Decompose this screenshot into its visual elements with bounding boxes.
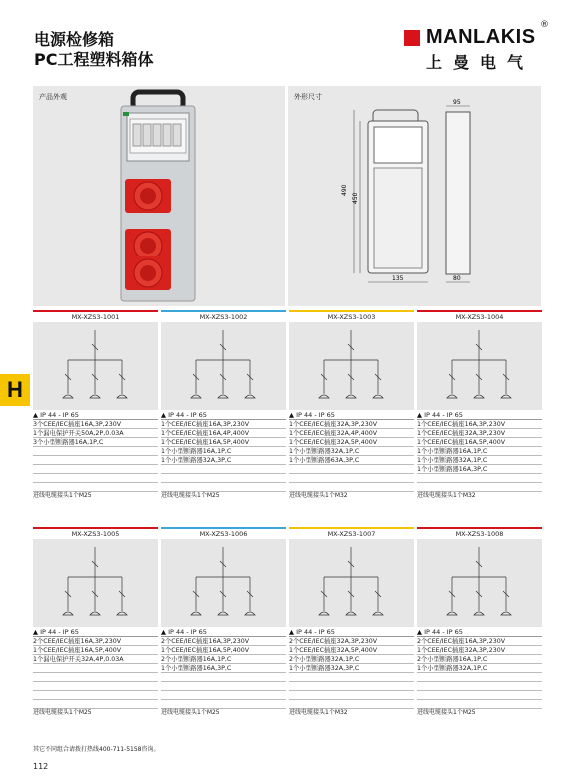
warning-triangle-icon: ▲ [289, 411, 297, 419]
ip-rating-text: IP 44 - IP 65 [40, 411, 79, 419]
spec-line: 1个CEE/IEC插座32A,5P,400V [289, 646, 414, 655]
ip-rating [161, 627, 286, 637]
spec-line: 2个小型断路器16A,1P,C [161, 655, 286, 664]
spec-line [417, 474, 542, 483]
ip-rating-text: IP 44 - IP 65 [168, 411, 207, 419]
spec-line: 2个CEE/IEC插座16A,3P,230V [161, 637, 286, 646]
spec-line: 1个漏电保护开关32A,4P,0.03A [33, 655, 158, 664]
product-card [161, 310, 286, 501]
spec-line: 1个小型断路器32A,1P,C [417, 664, 542, 673]
spec-line [33, 483, 158, 492]
spec-line: 1个小型断路器32A,1P,C [417, 456, 542, 465]
footnote: 其它不同组合请拨打热线400-711-5158咨询。 [33, 746, 160, 753]
schematic [33, 539, 158, 627]
spec-line: 1个CEE/IEC插座16A,5P,400V [161, 438, 286, 447]
product-card [289, 310, 414, 501]
dim-width-bottom: 135 [392, 275, 404, 282]
section-tab: H [0, 374, 30, 406]
spec-line [33, 682, 158, 691]
ip-rating [161, 410, 286, 420]
spec-line [33, 700, 158, 709]
spec-line [33, 664, 158, 673]
ip-rating [289, 410, 414, 420]
spec-line [33, 456, 158, 465]
spec-line [289, 483, 414, 492]
page-number: 112 [33, 762, 49, 771]
wiring-diagram [289, 539, 414, 627]
cable-gland-note: 进线电缆接头1个M32 [417, 492, 476, 499]
ip-rating [289, 627, 414, 637]
spec-line: 1个CEE/IEC插座32A,3P,230V [289, 420, 414, 429]
spec-line: 2个CEE/IEC插座16A,3P,230V [33, 637, 158, 646]
spec-line [33, 691, 158, 700]
cable-gland-note: 进线电缆接头1个M32 [289, 709, 348, 716]
spec-line [289, 673, 414, 682]
product-card [161, 527, 286, 718]
wiring-diagram [33, 539, 158, 627]
spec-line: 1个小型断路器32A,1P,C [289, 447, 414, 456]
wiring-diagram [161, 539, 286, 627]
product-card [289, 527, 414, 718]
warning-triangle-icon: ▲ [417, 411, 425, 419]
spec-line: 1个小型断路器63A,3P,C [289, 456, 414, 465]
product-appearance-panel [33, 86, 285, 306]
spec-line [161, 474, 286, 483]
title-line-1: 电源检修箱 [34, 30, 115, 49]
ip-rating-text: IP 44 - IP 65 [296, 411, 335, 419]
spec-line: 1个小型断路器16A,1P,C [417, 447, 542, 456]
spec-line [289, 691, 414, 700]
spec-line: 3个小型断路器16A,1P,C [33, 438, 158, 447]
spec-line [289, 474, 414, 483]
spec-line [161, 691, 286, 700]
spec-line: 1个CEE/IEC插座16A,3P,230V [161, 420, 286, 429]
spec-line [161, 700, 286, 709]
ip-rating-text: IP 44 - IP 65 [424, 411, 463, 419]
model-number: MX-XZS3-1008 [417, 527, 542, 539]
ip-rating [417, 410, 542, 420]
brand-square-icon [404, 30, 420, 46]
model-number: MX-XZS3-1005 [33, 527, 158, 539]
spec-line [289, 700, 414, 709]
cable-gland-note: 进线电缆接头1个M25 [161, 709, 220, 716]
ip-rating-text: IP 44 - IP 65 [296, 628, 335, 636]
dimensions-panel [288, 86, 541, 306]
spec-line: 1个CEE/IEC插座32A,5P,400V [289, 438, 414, 447]
ip-rating [417, 627, 542, 637]
ip-rating [33, 410, 158, 420]
ip-rating-text: IP 44 - IP 65 [424, 628, 463, 636]
spec-line: 1个小型断路器16A,3P,C [161, 664, 286, 673]
cable-gland-note: 进线电缆接头1个M25 [161, 492, 220, 499]
ip-rating-text: IP 44 - IP 65 [40, 628, 79, 636]
dim-height-b: 450 [352, 192, 359, 204]
spec-line: 1个小型断路器16A,1P,C [161, 447, 286, 456]
ip-rating [33, 627, 158, 637]
spec-line [289, 465, 414, 474]
spec-line: 1个CEE/IEC插座16A,5P,400V [161, 646, 286, 655]
spec-line [417, 691, 542, 700]
spec-line: 2个CEE/IEC插座16A,3P,230V [417, 637, 542, 646]
spec-line: 1个CEE/IEC插座16A,4P,400V [161, 429, 286, 438]
spec-line: 1个小型断路器32A,3P,C [161, 456, 286, 465]
dimensions-label: 外形尺寸 [294, 93, 322, 101]
warning-triangle-icon: ▲ [161, 411, 169, 419]
spec-line: 1个CEE/IEC插座16A,5P,400V [417, 438, 542, 447]
spec-line [33, 447, 158, 456]
dim-depth: 80 [453, 275, 461, 282]
model-number: MX-XZS3-1002 [161, 310, 286, 322]
spec-line: 1个CEE/IEC插座32A,3P,230V [417, 646, 542, 655]
spec-line: 1个小型断路器16A,3P,C [417, 465, 542, 474]
model-number: MX-XZS3-1007 [289, 527, 414, 539]
page-title [34, 30, 153, 70]
spec-line [33, 474, 158, 483]
cable-gland-note: 进线电缆接头1个M25 [33, 709, 92, 716]
spec-line: 2个小型断路器16A,1P,C [417, 655, 542, 664]
model-number: MX-XZS3-1003 [289, 310, 414, 322]
model-number: MX-XZS3-1001 [33, 310, 158, 322]
wiring-diagram [161, 322, 286, 410]
schematic [417, 539, 542, 627]
brand-registered-mark: ® [540, 20, 549, 30]
dim-width-top: 95 [453, 99, 461, 106]
schematic [289, 539, 414, 627]
wiring-diagram [33, 322, 158, 410]
spec-line: 1个CEE/IEC插座32A,4P,400V [289, 429, 414, 438]
brand-chinese-name: 上曼电气 [426, 53, 535, 72]
cable-gland-note: 进线电缆接头1个M25 [33, 492, 92, 499]
schematic [161, 539, 286, 627]
spec-line: 3个CEE/IEC插座16A,3P,230V [33, 420, 158, 429]
spec-line: 1个CEE/IEC插座32A,3P,230V [417, 429, 542, 438]
spec-line [161, 483, 286, 492]
product-card [33, 527, 158, 718]
cable-gland-note: 进线电缆接头1个M32 [289, 492, 348, 499]
wiring-diagram [417, 322, 542, 410]
wiring-diagram [417, 539, 542, 627]
spec-line [33, 465, 158, 474]
schematic [33, 322, 158, 410]
dimension-drawing [288, 86, 541, 306]
spec-line [161, 673, 286, 682]
spec-line: 2个CEE/IEC插座32A,3P,230V [289, 637, 414, 646]
spec-line [33, 673, 158, 682]
spec-line [417, 700, 542, 709]
product-card [417, 310, 542, 501]
warning-triangle-icon: ▲ [33, 628, 41, 636]
schematic [161, 322, 286, 410]
schematic [289, 322, 414, 410]
spec-line: 1个CEE/IEC插座16A,3P,230V [417, 420, 542, 429]
appearance-label: 产品外观 [39, 93, 67, 101]
model-number: MX-XZS3-1004 [417, 310, 542, 322]
spec-line [161, 682, 286, 691]
schematic [417, 322, 542, 410]
product-card [33, 310, 158, 501]
warning-triangle-icon: ▲ [161, 628, 169, 636]
dim-height-a: 490 [341, 184, 348, 196]
wiring-diagram [289, 322, 414, 410]
spec-line: 1个CEE/IEC插座16A,5P,400V [33, 646, 158, 655]
model-number: MX-XZS3-1006 [161, 527, 286, 539]
spec-line: 1个小型断路器32A,3P,C [289, 664, 414, 673]
ip-rating-text: IP 44 - IP 65 [168, 628, 207, 636]
brand-name: MANLAKIS [426, 26, 536, 48]
warning-triangle-icon: ▲ [289, 628, 297, 636]
spec-line [161, 465, 286, 474]
product-card [417, 527, 542, 718]
warning-triangle-icon: ▲ [33, 411, 41, 419]
spec-line [417, 483, 542, 492]
cable-gland-note: 进线电缆接头1个M25 [417, 709, 476, 716]
spec-line [289, 682, 414, 691]
spec-line [417, 673, 542, 682]
warning-triangle-icon: ▲ [417, 628, 425, 636]
spec-line: 1个漏电保护开关50A,2P,0.03A [33, 429, 158, 438]
title-line-2: PC工程塑料箱体 [34, 50, 154, 69]
spec-line: 2个小型断路器32A,1P,C [289, 655, 414, 664]
spec-line [417, 682, 542, 691]
product-photo [33, 86, 285, 306]
